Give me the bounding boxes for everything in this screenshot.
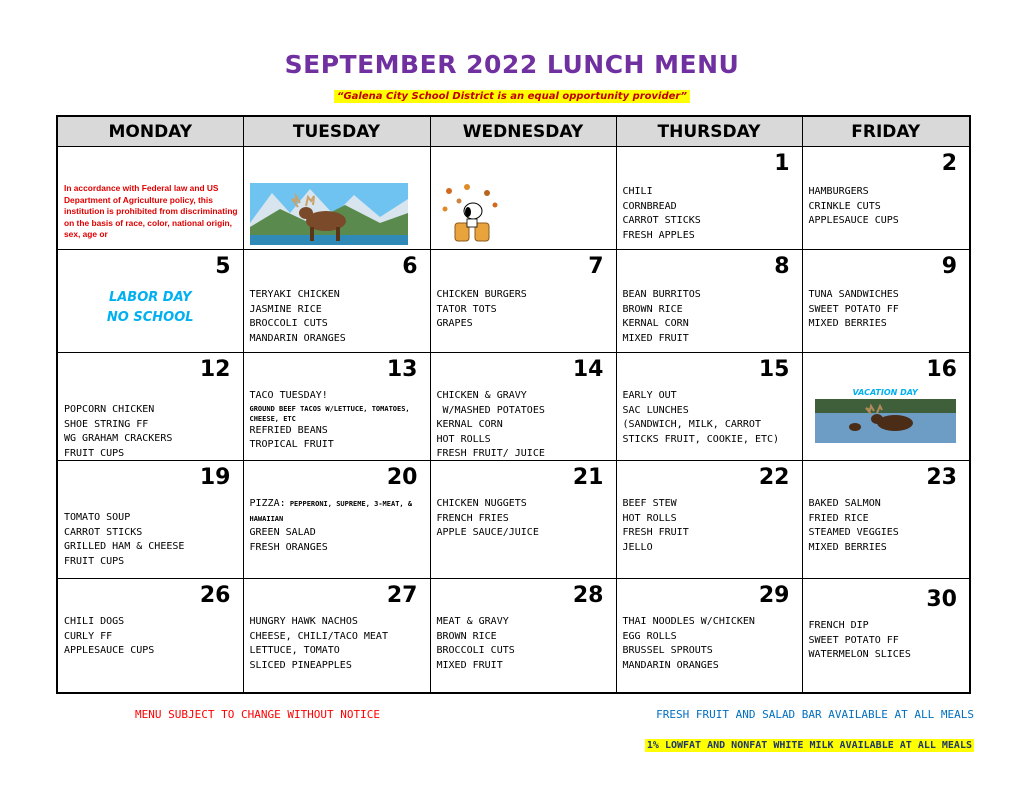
day-number: 14 bbox=[572, 357, 604, 382]
day-cell bbox=[617, 147, 802, 249]
day-cell bbox=[617, 250, 802, 352]
day-cell bbox=[431, 250, 616, 352]
day-cell bbox=[803, 353, 970, 460]
day-cell bbox=[244, 353, 430, 460]
menu-items: TERYAKI CHICKEN JASMINE RICE BROCCOLI CUTS MANDARIN ORANGES bbox=[249, 289, 346, 344]
moose-in-water-image bbox=[815, 399, 956, 443]
weekday-header-row bbox=[57, 116, 970, 147]
menu-items: HAMBURGERS CRINKLE CUTS APPLESAUCE CUPS bbox=[808, 186, 899, 226]
week-row bbox=[57, 579, 970, 694]
menu-items: TOMATO SOUP CARROT STICKS GRILLED HAM & CHEESE FRUIT CUPS bbox=[64, 512, 185, 567]
day-number: 19 bbox=[199, 465, 231, 490]
snoopy-autumn-image bbox=[437, 181, 507, 245]
day-number: 8 bbox=[774, 254, 790, 279]
day-cell bbox=[244, 579, 430, 692]
menu-items: POPCORN CHICKEN SHOE STRING FF WG GRAHAM CRACKERS FRUIT CUPS bbox=[64, 404, 173, 459]
day-cell bbox=[803, 147, 970, 249]
day-number: 30 bbox=[926, 587, 957, 612]
day-number: 21 bbox=[572, 465, 604, 490]
day-cell bbox=[803, 579, 970, 692]
menu-items: HUNGRY HAWK NACHOS CHEESE, CHILI/TACO MEAT LETTUCE, TOMATO SLICED PINEAPPLES bbox=[249, 616, 388, 671]
menu-item-rest: REFRIED BEANS TROPICAL FRUIT bbox=[249, 424, 334, 450]
day-cell bbox=[58, 353, 243, 460]
week-row bbox=[57, 250, 970, 353]
weekday-thursday: THURSDAY bbox=[616, 116, 802, 147]
day-number: 26 bbox=[199, 583, 231, 608]
day-cell bbox=[431, 461, 616, 578]
nondiscrimination-notice: In accordance with Federal law and US Department of Agriculture policy, this institution is prohibited from discriminating on the basis of race, color, national origin, sex, age or bbox=[64, 183, 238, 239]
menu-items: CHICKEN & GRAVY W/MASHED POTATOES KERNAL CORN HOT ROLLS FRESH FRUIT/ JUICE bbox=[436, 390, 545, 459]
day-number: 28 bbox=[572, 583, 604, 608]
day-cell bbox=[58, 250, 243, 352]
day-cell bbox=[617, 461, 802, 578]
day-number: 16 bbox=[926, 357, 957, 382]
day-cell bbox=[431, 353, 616, 460]
day-number: 22 bbox=[758, 465, 790, 490]
menu-item-detail: GROUND BEEF TACOS W/LETTUCE, TOMATOES, CHEESE, ETC bbox=[249, 404, 410, 423]
day-number: 1 bbox=[774, 151, 790, 176]
weekday-friday: FRIDAY bbox=[802, 116, 970, 147]
week-row bbox=[57, 461, 970, 579]
menu-items: BEEF STEW HOT ROLLS FRESH FRUIT JELLO bbox=[622, 498, 689, 553]
vacation-day-label: VACATION DAY bbox=[852, 388, 918, 397]
page-subtitle: “Galena City School District is an equal opportunity provider” bbox=[334, 90, 690, 103]
menu-items: TUNA SANDWICHES SWEET POTATO FF MIXED BERRIES bbox=[808, 289, 899, 329]
salad-bar-notice: FRESH FRUIT AND SALAD BAR AVAILABLE AT ALL MEALS bbox=[656, 708, 974, 721]
day-number: 9 bbox=[941, 254, 957, 279]
calendar-table bbox=[56, 115, 971, 694]
page-title: SEPTEMBER 2022 LUNCH MENU bbox=[284, 50, 740, 79]
milk-notice: 1% LOWFAT AND NONFAT WHITE MILK AVAILABLE AT ALL MEALS bbox=[646, 740, 972, 751]
day-cell bbox=[58, 579, 243, 692]
decorative-cell bbox=[431, 147, 616, 249]
week-row bbox=[57, 147, 970, 250]
change-notice: MENU SUBJECT TO CHANGE WITHOUT NOTICE bbox=[135, 708, 381, 721]
menu-item-rest: GREEN SALAD FRESH ORANGES bbox=[249, 527, 328, 553]
holiday-label: LABOR DAY NO SCHOOL bbox=[106, 290, 194, 325]
menu-items bbox=[250, 389, 422, 453]
day-number: 12 bbox=[199, 357, 231, 382]
day-number: 15 bbox=[758, 357, 790, 382]
menu-items: CHILI DOGS CURLY FF APPLESAUCE CUPS bbox=[64, 616, 155, 656]
menu-items: FRENCH DIP SWEET POTATO FF WATERMELON SLICES bbox=[808, 620, 911, 660]
day-number: 20 bbox=[386, 465, 418, 490]
nondiscrimination-cell bbox=[58, 147, 243, 249]
menu-items bbox=[250, 497, 428, 555]
day-cell bbox=[244, 461, 430, 578]
menu-items: BAKED SALMON FRIED RICE STEAMED VEGGIES MIXED BERRIES bbox=[808, 498, 899, 553]
day-number: 5 bbox=[215, 254, 231, 279]
weekday-monday: MONDAY bbox=[57, 116, 243, 147]
day-cell bbox=[803, 250, 970, 352]
menu-items: CHICKEN BURGERS TATOR TOTS GRAPES bbox=[436, 289, 527, 329]
menu-item-title: PIZZA: bbox=[249, 498, 286, 509]
day-cell bbox=[58, 461, 243, 578]
day-cell bbox=[803, 461, 970, 578]
day-number: 13 bbox=[386, 357, 418, 382]
menu-items: MEAT & GRAVY BROWN RICE BROCCOLI CUTS MIXED FRUIT bbox=[436, 616, 515, 671]
decorative-cell bbox=[244, 147, 430, 249]
weekday-tuesday: TUESDAY bbox=[243, 116, 430, 147]
menu-item-detail: PEPPERONI, SUPREME, 3-MEAT, & HAWAIIAN bbox=[249, 500, 413, 523]
day-cell bbox=[244, 250, 430, 352]
day-cell bbox=[617, 353, 802, 460]
day-number: 2 bbox=[941, 151, 957, 176]
menu-items: EARLY OUT SAC LUNCHES (SANDWICH, MILK, CARROT STICKS FRUIT, COOKIE, ETC) bbox=[622, 390, 780, 445]
day-number: 29 bbox=[758, 583, 790, 608]
moose-landscape-image bbox=[250, 183, 408, 245]
day-cell bbox=[617, 579, 802, 692]
menu-items: CHICKEN NUGGETS FRENCH FRIES APPLE SAUCE/JUICE bbox=[436, 498, 539, 538]
menu-item-title: TACO TUESDAY! bbox=[249, 390, 328, 401]
weekday-wednesday: WEDNESDAY bbox=[430, 116, 616, 147]
day-number: 6 bbox=[402, 254, 418, 279]
day-cell bbox=[431, 579, 616, 692]
menu-items: THAI NOODLES W/CHICKEN EGG ROLLS BRUSSEL SPROUTS MANDARIN ORANGES bbox=[622, 616, 755, 671]
day-number: 27 bbox=[386, 583, 418, 608]
menu-items: BEAN BURRITOS BROWN RICE KERNAL CORN MIXED FRUIT bbox=[622, 289, 701, 344]
day-number: 23 bbox=[926, 465, 957, 490]
day-number: 7 bbox=[588, 254, 604, 279]
week-row bbox=[57, 353, 970, 461]
menu-items: CHILI CORNBREAD CARROT STICKS FRESH APPLES bbox=[622, 186, 701, 241]
